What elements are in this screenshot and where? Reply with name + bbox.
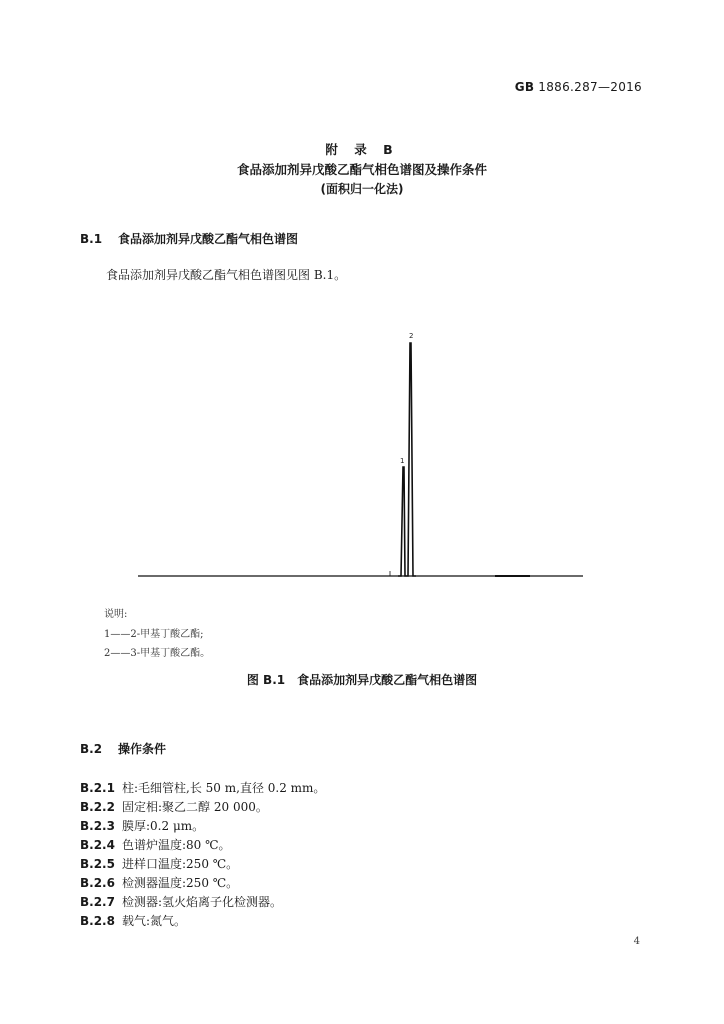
condition-text: 柱:毛细管柱,长 50 m,直径 0.2 mm。 xyxy=(122,781,326,795)
figure-number: 图 B.1 xyxy=(246,673,286,687)
condition-number: B.2.5 xyxy=(80,857,115,871)
appendix-label: 附 录 B xyxy=(325,142,399,157)
section-b2-title: 操作条件 xyxy=(118,742,167,756)
condition-item xyxy=(80,779,325,796)
appendix-subtitle: (面积归一化法) xyxy=(320,182,404,196)
condition-text: 进样口温度:250 ℃。 xyxy=(122,857,239,871)
condition-item xyxy=(80,893,282,910)
condition-item xyxy=(80,817,204,834)
condition-number: B.2.7 xyxy=(80,895,115,909)
condition-item xyxy=(80,912,186,929)
chromatogram-peak-2 xyxy=(406,343,416,576)
peak-label-1: 1 xyxy=(400,457,405,465)
condition-text: 膜厚:0.2 μm。 xyxy=(122,819,205,833)
condition-number: B.2.4 xyxy=(80,838,115,852)
condition-number: B.2.2 xyxy=(80,800,115,814)
section-b2-heading xyxy=(80,740,166,757)
condition-text: 检测器:氢火焰离子化检测器。 xyxy=(122,895,283,909)
standard-number: 1886.287—2016 xyxy=(538,80,642,94)
figure-title: 食品添加剂异戊酸乙酯气相色谱图 xyxy=(297,673,478,687)
chromatogram-figure xyxy=(130,325,585,580)
condition-text: 检测器温度:250 ℃。 xyxy=(122,876,239,890)
section-b1-heading xyxy=(80,230,298,247)
condition-text: 色谱炉温度:80 ℃。 xyxy=(122,838,231,852)
section-b2-number: B.2 xyxy=(80,742,103,756)
condition-text: 固定相:聚乙二醇 20 000。 xyxy=(122,800,268,814)
legend-item-2: 2——3-甲基丁酸乙酯。 xyxy=(104,648,211,659)
chromatogram-peak-1 xyxy=(398,467,406,576)
condition-item xyxy=(80,855,238,872)
section-b1-title: 食品添加剂异戊酸乙酯气相色谱图 xyxy=(118,232,299,246)
standard-code xyxy=(515,80,642,94)
condition-item xyxy=(80,798,268,815)
legend-title: 说明: xyxy=(104,609,128,620)
condition-text: 载气:氮气。 xyxy=(122,914,187,928)
condition-number: B.2.3 xyxy=(80,819,115,833)
section-b1-number: B.1 xyxy=(80,232,103,246)
condition-number: B.2.1 xyxy=(80,781,115,795)
appendix-title: 食品添加剂异戊酸乙酯气相色谱图及操作条件 xyxy=(236,162,487,177)
page-number: 4 xyxy=(633,936,640,947)
peak-label-2: 2 xyxy=(409,332,414,340)
figure-caption xyxy=(0,671,724,688)
standard-prefix: GB xyxy=(514,80,535,94)
condition-item xyxy=(80,836,231,853)
section-b1-text: 食品添加剂异戊酸乙酯气相色谱图见图 B.1。 xyxy=(106,268,347,282)
condition-number: B.2.8 xyxy=(80,914,115,928)
condition-number: B.2.6 xyxy=(80,876,115,890)
condition-item xyxy=(80,874,238,891)
legend-item-1: 1——2-甲基丁酸乙酯; xyxy=(104,629,204,640)
